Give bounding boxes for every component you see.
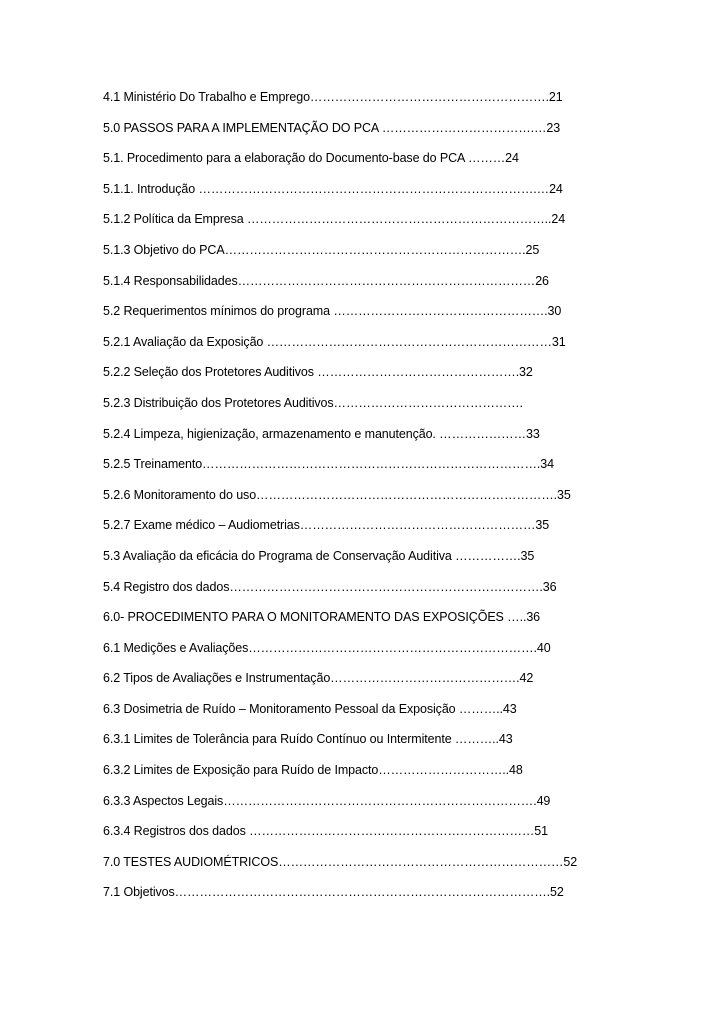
toc-entry: 6.2 Tipos de Avaliações e Instrumentação……………………………………….42 [103,671,534,686]
toc-entry: 5.2.3 Distribuição dos Protetores Auditivos………………………………………. [103,395,523,410]
toc-entry: 5.1.1. Introdução ……………………………………………………………………….…24 [103,181,563,196]
toc-entry: 5.1.2 Política da Empresa ………………………………………………………………..24 [103,212,566,227]
toc-entry: 5.2.4 Limpeza, higienização, armazenamento e manutenção. …………………33 [103,426,540,441]
toc-entry: 6.3.1 Limites de Tolerância para Ruído Contínuo ou Intermitente ………..43 [103,732,513,747]
toc-entry: 6.1 Medições e Avaliações…………………………………………………………….40 [103,640,551,655]
toc-entry: 5.4 Registro dos dados………………………………………………………………….36 [103,579,557,594]
toc-entry: 5.2.6 Monitoramento do uso……………………………………………………………….35 [103,487,571,502]
toc-entry: 5.1.3 Objetivo do PCA……………………………………………………………….25 [103,242,540,257]
table-of-contents [103,87,578,913]
toc-entry: 7.0 TESTES AUDIOMÉTRICOS……………………………………………………………52 [103,854,578,869]
toc-entry: 6.3.3 Aspectos Legais………………………………………………………………….49 [103,793,551,808]
toc-entry: 5.2.1 Avaliação da Exposição ……………………………………………………………31 [103,334,566,349]
toc-entry: 5.1. Procedimento para a elaboração do Documento-base do PCA ………24 [103,151,519,166]
toc-entry: 5.2 Requerimentos mínimos do programa …………………………………………….30 [103,304,562,319]
toc-entry: 5.1.4 Responsabilidades………………………………………………………………26 [103,273,549,288]
toc-entry: 6.0- PROCEDIMENTO PARA O MONITORAMENTO DAS EXPOSIÇÕES …..36 [103,610,541,625]
toc-entry: 5.3 Avaliação da eficácia do Programa de Conservação Auditiva …………….35 [103,548,535,563]
toc-entry: 6.3.2 Limites de Exposição para Ruído de Impacto…………………………..48 [103,763,523,778]
toc-entry: 5.0 PASSOS PARA A IMPLEMENTAÇÃO DO PCA ……………………………….…23 [103,120,561,135]
toc-entry: 6.3.4 Registros dos dados ……………………………………………………………51 [103,824,549,839]
toc-entry: 5.2.5 Treinamento……………………………………………………………………….34 [103,457,554,472]
toc-entry: 4.1 Ministério Do Trabalho e Emprego………………………………………………….21 [103,90,563,104]
toc-entry: 7.1 Objetivos……………………………………………………………………………….52 [103,885,564,900]
toc-entry: 5.2.7 Exame médico – Audiometrias…………………………………………………35 [103,518,550,533]
toc-entry: 5.2.2 Seleção dos Protetores Auditivos ………………………………………….32 [103,365,533,380]
toc-entry: 6.3 Dosimetria de Ruído – Monitoramento Pessoal da Exposição ………..43 [103,701,517,716]
